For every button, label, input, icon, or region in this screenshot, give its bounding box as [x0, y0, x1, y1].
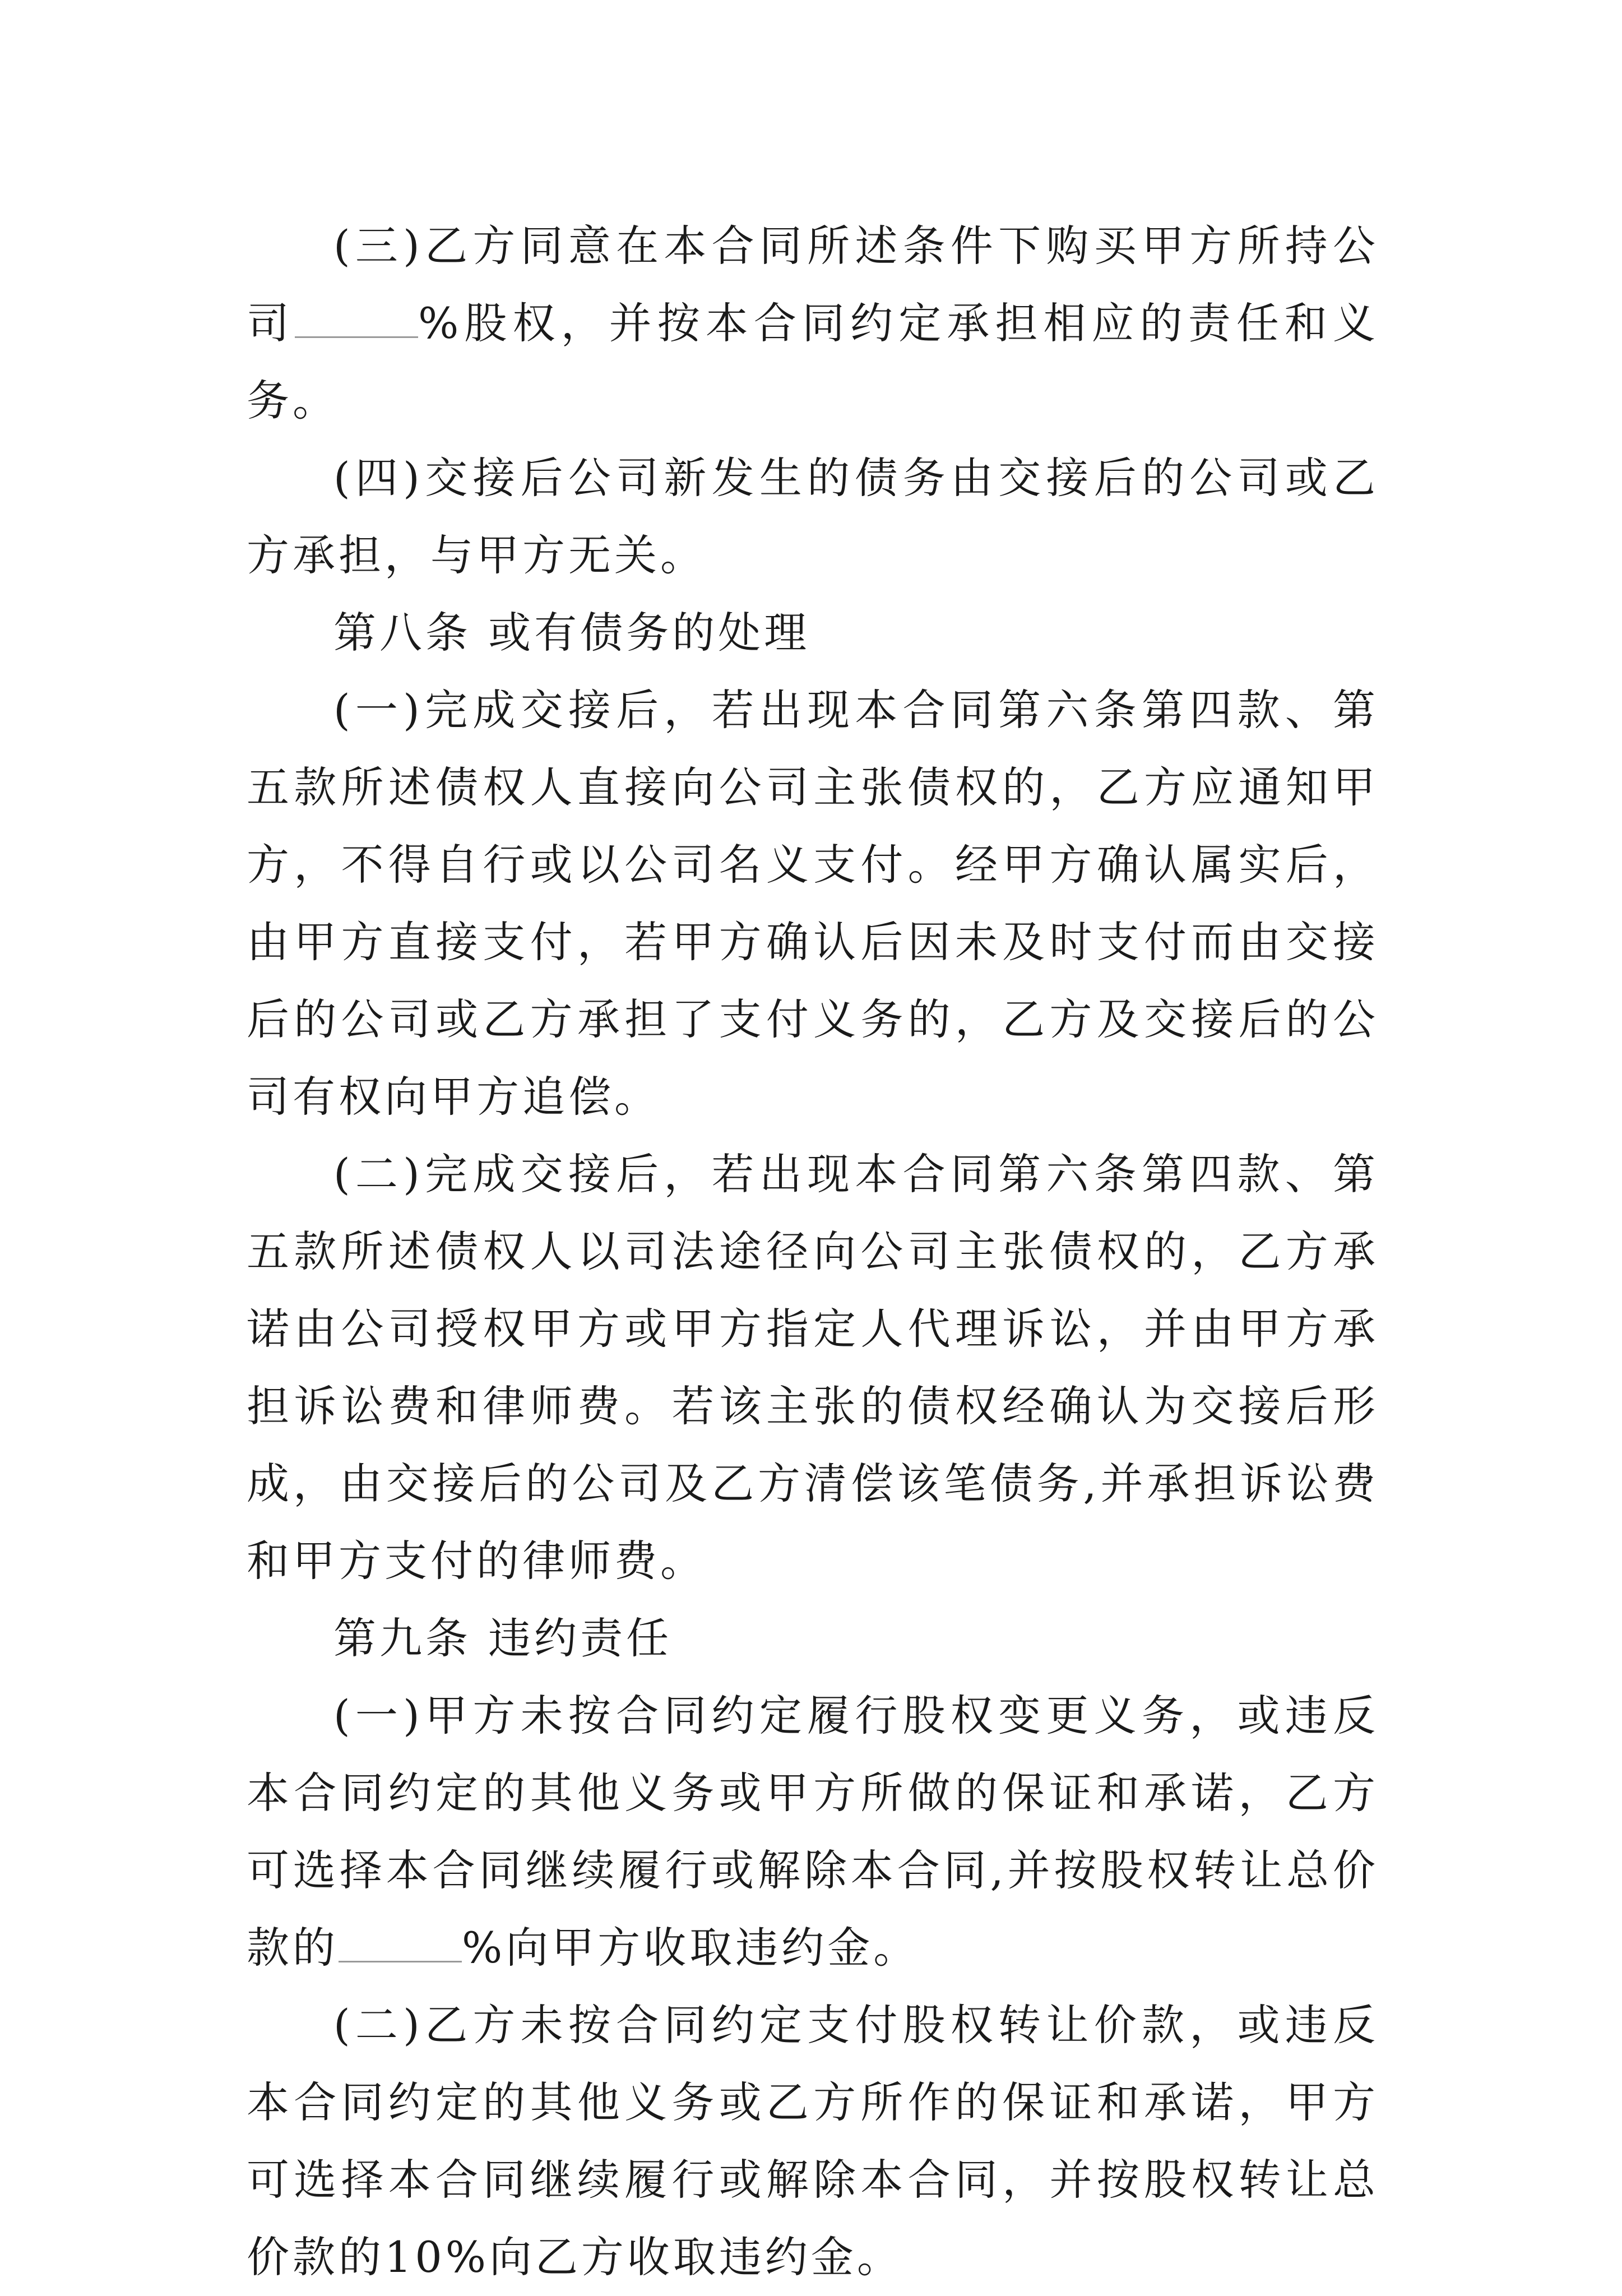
document-page [247, 207, 1379, 2296]
penalty-percentage-blank [339, 1927, 462, 1962]
article-8-heading: 第八条 或有债务的处理 [333, 608, 810, 658]
clause-9-item-1-text-after: %向甲方收取违约金。 [462, 1923, 920, 1973]
clause-7-item-3-text-before: (三)乙方同意在本合同所述条件下购买甲方所持公司 [247, 221, 1379, 348]
clause-9-item-1-text-before: (一)甲方未按合同约定履行股权变更义务，或违反本合同约定的其他义务或甲方所做的保证和承诺，乙方可选择本合同继续履行或解除本合同,并按股权转让总价款的 [247, 1691, 1379, 1973]
clause-7-item-4: (四)交接后公司新发生的债务由交接后的公司或乙方承担，与甲方无关。 [247, 453, 1379, 580]
percentage-blank [295, 303, 418, 338]
clause-7-item-3 [247, 207, 1379, 439]
clause-8-item-2: (二)完成交接后，若出现本合同第六条第四款、第五款所述债权人以司法途径向公司主张债权的，乙方承诺由公司授权甲方或甲方指定人代理诉讼，并由甲方承担诉讼费和律师费。若该主张的债权经确认为交接后形成，由交接后的公司及乙方清偿该笔债务,并承担诉讼费和甲方支付的律师费。 [247, 1149, 1379, 1586]
clause-9-item-1 [247, 1677, 1379, 1987]
clause-7-item-3-text-after: %股权，并按本合同约定承担相应的责任和义务。 [247, 298, 1379, 425]
clause-8-item-1: (一)完成交接后，若出现本合同第六条第四款、第五款所述债权人直接向公司主张债权的，乙方应通知甲方，不得自行或以公司名义支付。经甲方确认属实后，由甲方直接支付，若甲方确认后因未及时支付而由交接后的公司或乙方承担了支付义务的，乙方及交接后的公司有权向甲方追偿。 [247, 685, 1379, 1122]
clause-9-item-2: (二)乙方未按合同约定支付股权转让价款，或违反本合同约定的其他义务或乙方所作的保证和承诺，甲方可选择本合同继续履行或解除本合同，并按股权转让总价款的10%向乙方收取违约金。 [247, 2000, 1379, 2282]
article-9-heading: 第九条 违约责任 [333, 1613, 673, 1663]
